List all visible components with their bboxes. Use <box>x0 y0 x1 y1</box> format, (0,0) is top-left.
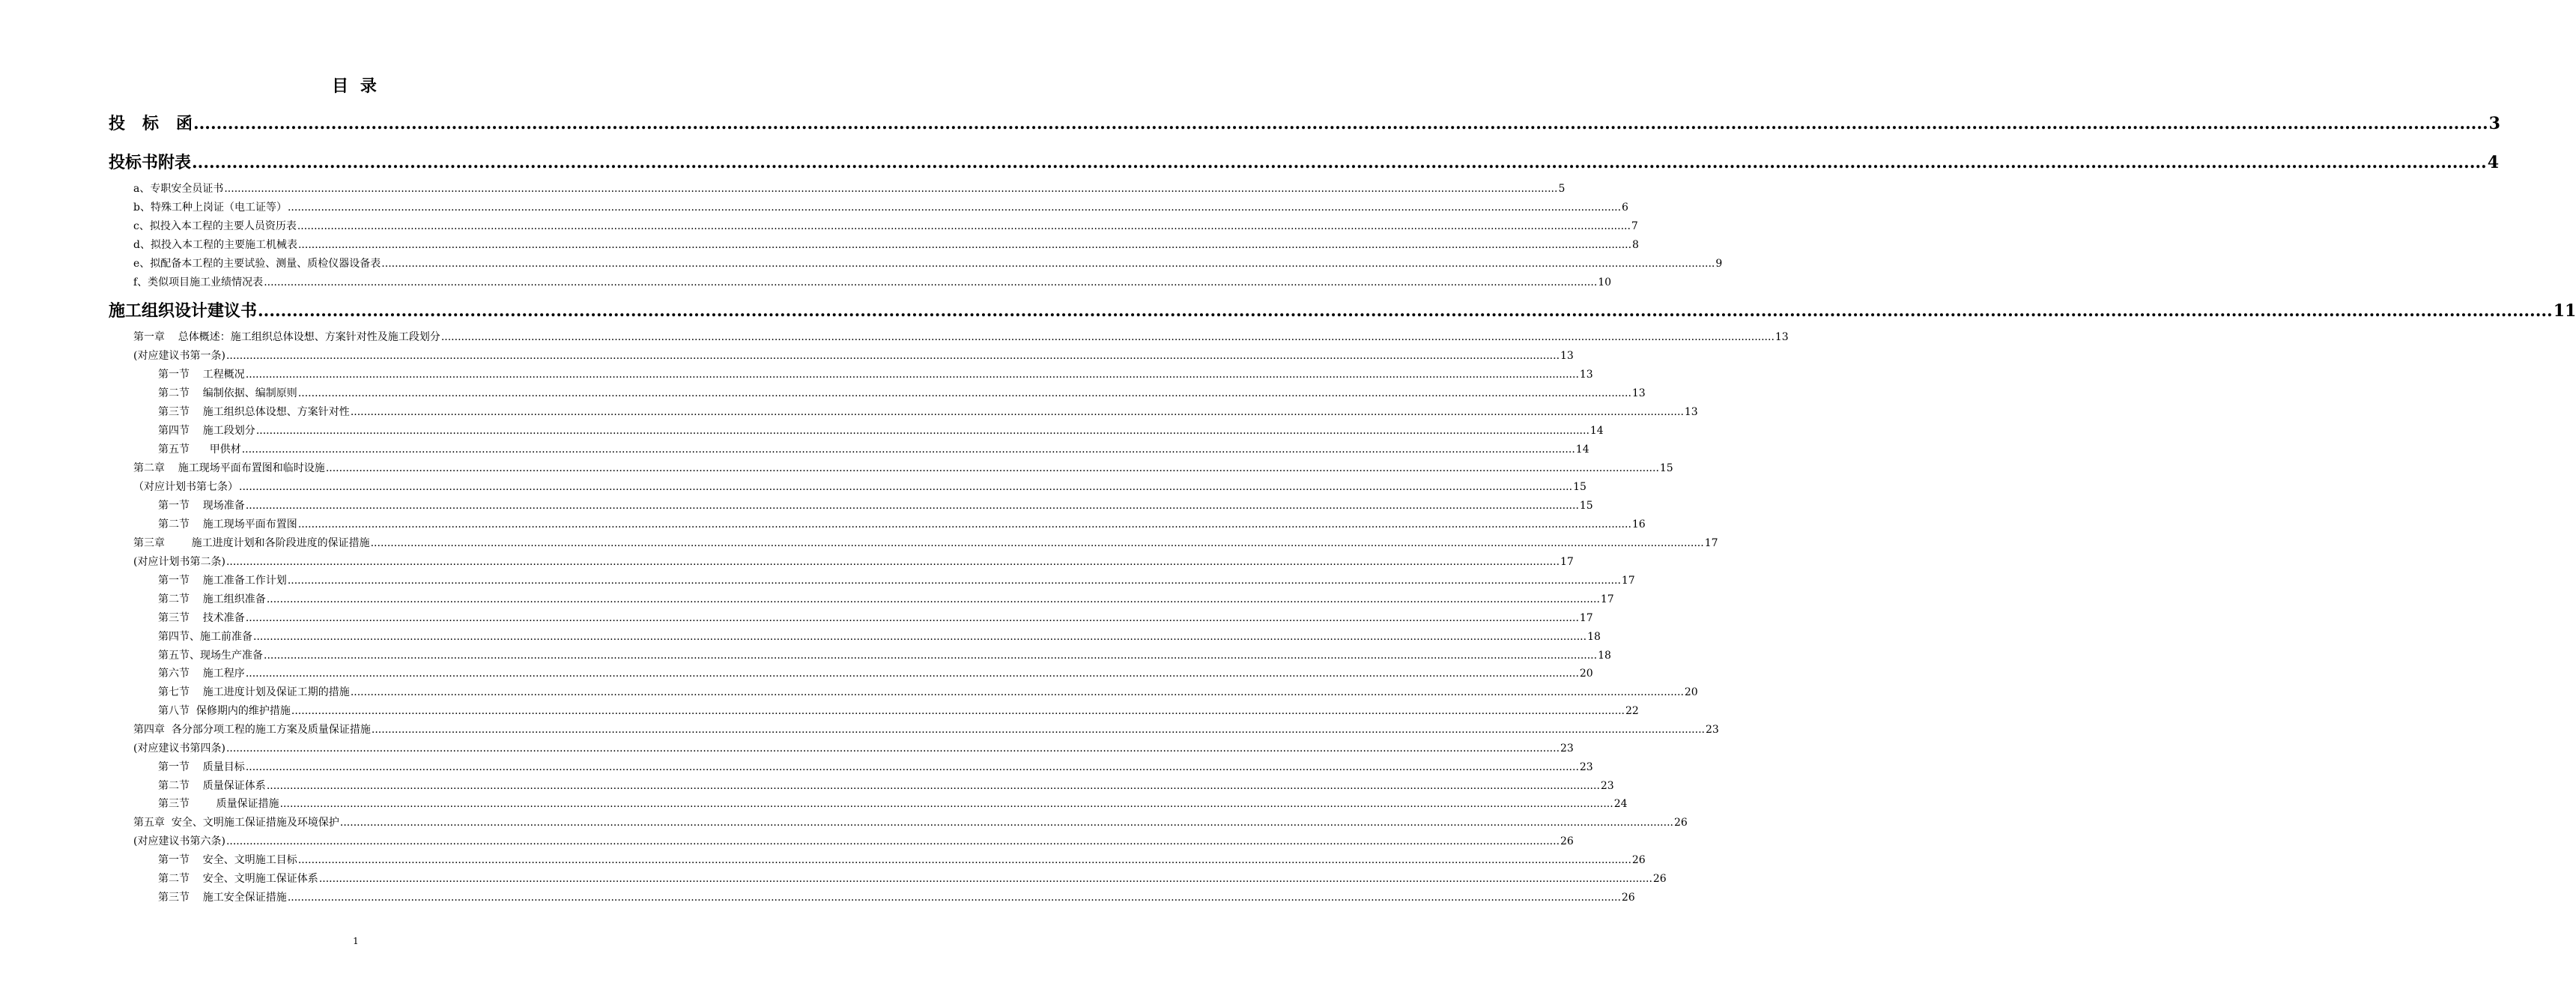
toc-entry[interactable] <box>158 385 1646 400</box>
toc-entry[interactable] <box>133 833 1574 848</box>
toc-entry[interactable] <box>158 796 1628 811</box>
toc-entry[interactable] <box>133 479 1586 494</box>
toc-dot-leader: ................................................................................................................................................................................................................................................................................................................................................................................................................ <box>225 743 1560 755</box>
toc-entry[interactable] <box>133 274 1612 289</box>
toc-page-number: 17 <box>1704 537 1718 549</box>
toc-entry[interactable] <box>158 404 1698 419</box>
toc-entry-title: 第三节 施工组织总体设想、方案针对性 <box>158 406 350 418</box>
toc-entry-title: 第五节 甲供材 <box>158 444 241 456</box>
toc-dot-leader: ................................................................................................................................................................................................................................................................................................................................................................................................................ <box>287 892 1621 904</box>
toc-entry-title: f、类似项目施工业绩情况表 <box>133 276 264 288</box>
toc-entry-title: d、拟投入本工程的主要施工机械表 <box>133 239 297 251</box>
toc-dot-leader: ................................................................................................................................................................................................................................................................................................................................................................................................................ <box>381 258 1715 270</box>
toc-dot-leader: ................................................................................................................................................................................................................................................................................................................................................................................................................ <box>253 631 1587 643</box>
toc-page-number: 26 <box>1652 873 1667 885</box>
toc-page-number: 26 <box>1673 817 1688 829</box>
toc-page-number: 15 <box>1659 462 1673 474</box>
toc-entry[interactable] <box>158 498 1593 512</box>
toc-entry-title: 投标书附表 <box>109 153 192 172</box>
toc-entry[interactable] <box>158 871 1667 886</box>
toc-entry[interactable] <box>158 759 1593 774</box>
toc-entry-title: 第一章 总体概述：施工组织总体设想、方案针对性及施工段划分 <box>133 331 440 343</box>
toc-entry-title: 第二节 安全、文明施工保证体系 <box>158 873 318 885</box>
toc-page-number: 23 <box>1579 761 1593 773</box>
toc-entry-title: 第三节 质量保证措施 <box>158 798 279 810</box>
toc-page-number: 20 <box>1579 668 1593 680</box>
toc-dot-leader: ................................................................................................................................................................................................................................................................................................................................................................................................................ <box>350 406 1684 418</box>
toc-page-number: 20 <box>1684 686 1698 698</box>
toc-page-number: 24 <box>1613 798 1628 810</box>
toc-dot-leader: ................................................................................................................................................................................................................................................................................................................................................................................................................ <box>241 444 1575 456</box>
toc-dot-leader: ................................................................................................................................................................................................................................................................................................................................................................................................................ <box>297 518 1631 530</box>
toc-dot-leader: ................................................................................................................................................................................................................................................................................................................................................................................................................ <box>339 817 1673 829</box>
toc-entry-title: 第三节 技术准备 <box>158 612 245 624</box>
toc-entry-title: 第一节 工程概况 <box>158 369 245 381</box>
toc-entry-title: e、拟配备本工程的主要试验、测量、质检仪器设备表 <box>133 258 381 270</box>
toc-page-number: 13 <box>1631 387 1646 399</box>
toc-dot-leader: ................................................................................................................................................................................................................................................................................................................................................................................................................ <box>266 780 1600 792</box>
toc-entry[interactable] <box>158 778 1614 793</box>
toc-dot-leader: ................................................................................................................................................................................................................................................................................................................................................................................................................ <box>258 301 2553 321</box>
toc-entry-title: (对应计划书第二条) <box>133 556 225 568</box>
toc-dot-leader: ................................................................................................................................................................................................................................................................................................................................................................................................................ <box>224 183 1558 195</box>
toc-dot-leader: ................................................................................................................................................................................................................................................................................................................................................................................................................ <box>350 686 1684 698</box>
toc-entry[interactable] <box>133 348 1574 363</box>
toc-entry[interactable] <box>158 516 1646 531</box>
toc-dot-leader: ................................................................................................................................................................................................................................................................................................................................................................................................................ <box>279 798 1613 810</box>
toc-page-number: 14 <box>1575 444 1589 456</box>
toc-dot-leader: ................................................................................................................................................................................................................................................................................................................................................................................................................ <box>193 114 2488 133</box>
toc-page-number: 5 <box>1558 183 1566 195</box>
toc-dot-leader: ................................................................................................................................................................................................................................................................................................................................................................................................................ <box>245 612 1579 624</box>
toc-entry[interactable] <box>158 852 1646 867</box>
toc-heading[interactable] <box>109 150 2499 172</box>
toc-page-number: 8 <box>1632 239 1639 251</box>
toc-entry-title: 第四节、施工前准备 <box>158 631 252 643</box>
toc-page-number: 15 <box>1573 481 1586 493</box>
toc-entry[interactable] <box>133 460 1673 475</box>
toc-page-number: 26 <box>1560 835 1574 847</box>
toc-entry-title: 第三节 施工安全保证措施 <box>158 892 287 904</box>
toc-entry-title: c、拟投入本工程的主要人员资历表 <box>133 220 297 232</box>
toc-page-number: 13 <box>1684 406 1698 418</box>
toc-page-number: 18 <box>1587 631 1601 643</box>
toc-page-number: 26 <box>1631 854 1646 866</box>
toc-entry-title: 第一节 现场准备 <box>158 500 245 512</box>
toc-page-number: 15 <box>1579 500 1593 512</box>
toc-entry-title: 第四节 施工段划分 <box>158 425 255 437</box>
toc-dot-leader: ................................................................................................................................................................................................................................................................................................................................................................................................................ <box>225 350 1560 362</box>
toc-dot-leader: ................................................................................................................................................................................................................................................................................................................................................................................................................ <box>325 462 1659 474</box>
toc-entry-title: 第二章 施工现场平面布置图和临时设施 <box>133 462 325 474</box>
toc-entry-title: 第二节 质量保证体系 <box>158 780 266 792</box>
toc-entry-title: (对应建议书第六条) <box>133 835 225 847</box>
toc-page-number: 14 <box>1589 425 1604 437</box>
toc-entry-title: 第二节 施工组织准备 <box>158 593 266 605</box>
toc-page-number: 16 <box>1631 518 1646 530</box>
toc-entry[interactable] <box>158 366 1593 381</box>
toc-dot-leader: ................................................................................................................................................................................................................................................................................................................................................................................................................ <box>287 575 1621 587</box>
toc-entry[interactable] <box>158 629 1601 644</box>
toc-entry-title: b、特殊工种上岗证（电工证等） <box>133 202 287 214</box>
toc-entry-title: 第二节 编制依据、编制原则 <box>158 387 297 399</box>
toc-entry-title: (对应建议书第一条) <box>133 350 225 362</box>
toc-page-number: 13 <box>1560 350 1574 362</box>
toc-page-number: 4 <box>2487 153 2499 172</box>
toc-dot-leader: ................................................................................................................................................................................................................................................................................................................................................................................................................ <box>245 500 1579 512</box>
toc-entry[interactable] <box>133 237 1639 252</box>
toc-dot-leader: ................................................................................................................................................................................................................................................................................................................................................................................................................ <box>371 724 1705 736</box>
toc-entry-title: 第四章 各分部分项工程的施工方案及质量保证措施 <box>133 724 371 736</box>
toc-entry[interactable] <box>133 218 1638 233</box>
toc-page-number: 11 <box>2553 301 2576 321</box>
toc-dot-leader: ................................................................................................................................................................................................................................................................................................................................................................................................................ <box>297 854 1631 866</box>
toc-dot-leader: ................................................................................................................................................................................................................................................................................................................................................................................................................ <box>266 593 1600 605</box>
toc-dot-leader: ................................................................................................................................................................................................................................................................................................................................................................................................................ <box>264 276 1598 288</box>
toc-dot-leader: ................................................................................................................................................................................................................................................................................................................................................................................................................ <box>318 873 1652 885</box>
toc-entry[interactable] <box>158 610 1593 625</box>
toc-entry[interactable] <box>158 441 1589 456</box>
toc-entry[interactable] <box>133 255 1723 270</box>
toc-dot-leader: ................................................................................................................................................................................................................................................................................................................................................................................................................ <box>192 153 2487 172</box>
toc-entry[interactable] <box>158 423 1604 438</box>
toc-entry[interactable] <box>158 889 1635 904</box>
toc-entry-title: 第二节 施工现场平面布置图 <box>158 518 297 530</box>
toc-page-number: 17 <box>1579 612 1593 624</box>
toc-dot-leader: ................................................................................................................................................................................................................................................................................................................................................................................................................ <box>245 668 1579 680</box>
toc-page-number: 7 <box>1631 220 1638 232</box>
toc-entry[interactable] <box>158 703 1639 718</box>
toc-entry-title: 第五节、现场生产准备 <box>158 650 263 662</box>
toc-entry[interactable] <box>158 572 1635 587</box>
toc-page-number: 22 <box>1625 705 1639 717</box>
toc-entry-title: 投 标 函 <box>109 114 193 133</box>
toc-entry[interactable] <box>133 814 1688 829</box>
toc-entry[interactable] <box>133 554 1574 569</box>
toc-page-number: 13 <box>1775 331 1789 343</box>
toc-dot-leader: ................................................................................................................................................................................................................................................................................................................................................................................................................ <box>245 369 1579 381</box>
toc-heading[interactable] <box>109 111 2500 133</box>
toc-entry[interactable] <box>158 591 1614 606</box>
toc-dot-leader: ................................................................................................................................................................................................................................................................................................................................................................................................................ <box>297 220 1631 232</box>
toc-entry-title: 第六节 施工程序 <box>158 668 245 680</box>
toc-entry-title: a、专职安全员证书 <box>133 183 224 195</box>
toc-entry[interactable] <box>158 665 1593 680</box>
toc-dot-leader: ................................................................................................................................................................................................................................................................................................................................................................................................................ <box>245 761 1579 773</box>
toc-entry-title: 第七节 施工进度计划及保证工期的措施 <box>158 686 350 698</box>
page-number: 1 <box>353 936 359 946</box>
toc-page-number: 13 <box>1579 369 1593 381</box>
toc-dot-leader: ................................................................................................................................................................................................................................................................................................................................................................................................................ <box>225 835 1560 847</box>
toc-entry[interactable] <box>133 722 1719 737</box>
toc-page-number: 17 <box>1621 575 1635 587</box>
toc-page-number: 23 <box>1600 780 1614 792</box>
toc-entry-title: 第一节 施工准备工作计划 <box>158 575 287 587</box>
toc-page-number: 17 <box>1600 593 1614 605</box>
toc-page-number: 23 <box>1705 724 1719 736</box>
toc-dot-leader: ................................................................................................................................................................................................................................................................................................................................................................................................................ <box>370 537 1704 549</box>
toc-entry-title: (对应建议书第四条) <box>133 743 225 755</box>
toc-entry-title: （对应计划书第七条） <box>133 481 238 493</box>
toc-entry-title: 第五章 安全、文明施工保证措施及环境保护 <box>133 817 339 829</box>
toc-dot-leader: ................................................................................................................................................................................................................................................................................................................................................................................................................ <box>287 202 1622 214</box>
toc-entry[interactable] <box>133 181 1566 196</box>
toc-entry-title: 第三章 施工进度计划和各阶段进度的保证措施 <box>133 537 370 549</box>
toc-entry-title: 第八节 保修期内的维护措施 <box>158 705 291 717</box>
toc-entry-title: 施工组织设计建议书 <box>109 301 258 321</box>
toc-dot-leader: ................................................................................................................................................................................................................................................................................................................................................................................................................ <box>225 556 1560 568</box>
toc-entry[interactable] <box>133 199 1628 214</box>
toc-page-number: 18 <box>1598 650 1611 662</box>
toc-dot-leader: ................................................................................................................................................................................................................................................................................................................................................................................................................ <box>297 239 1632 251</box>
toc-dot-leader: ................................................................................................................................................................................................................................................................................................................................................................................................................ <box>440 331 1775 343</box>
toc-entry[interactable] <box>158 647 1611 662</box>
toc-heading[interactable] <box>109 298 2576 321</box>
toc-page-number: 23 <box>1560 743 1574 755</box>
toc-dot-leader: ................................................................................................................................................................................................................................................................................................................................................................................................................ <box>297 387 1631 399</box>
toc-page-number: 17 <box>1560 556 1574 568</box>
toc-dot-leader: ................................................................................................................................................................................................................................................................................................................................................................................................................ <box>255 425 1589 437</box>
toc-page-number: 10 <box>1598 276 1612 288</box>
toc-dot-leader: ................................................................................................................................................................................................................................................................................................................................................................................................................ <box>264 650 1598 662</box>
toc-page-number: 3 <box>2488 114 2500 133</box>
toc-dot-leader: ................................................................................................................................................................................................................................................................................................................................................................................................................ <box>291 705 1625 717</box>
toc-title: 目 录 <box>332 76 380 96</box>
toc-entry-title: 第一节 安全、文明施工目标 <box>158 854 297 866</box>
toc-dot-leader: ................................................................................................................................................................................................................................................................................................................................................................................................................ <box>239 481 1573 493</box>
toc-page-number: 6 <box>1622 202 1628 214</box>
toc-entry[interactable] <box>133 535 1718 550</box>
toc-entry[interactable] <box>133 329 1789 344</box>
toc-page-number: 9 <box>1715 258 1723 270</box>
toc-page-number: 26 <box>1621 892 1635 904</box>
toc-entry-title: 第一节 质量目标 <box>158 761 245 773</box>
toc-entry[interactable] <box>158 684 1698 699</box>
toc-entry[interactable] <box>133 740 1574 755</box>
